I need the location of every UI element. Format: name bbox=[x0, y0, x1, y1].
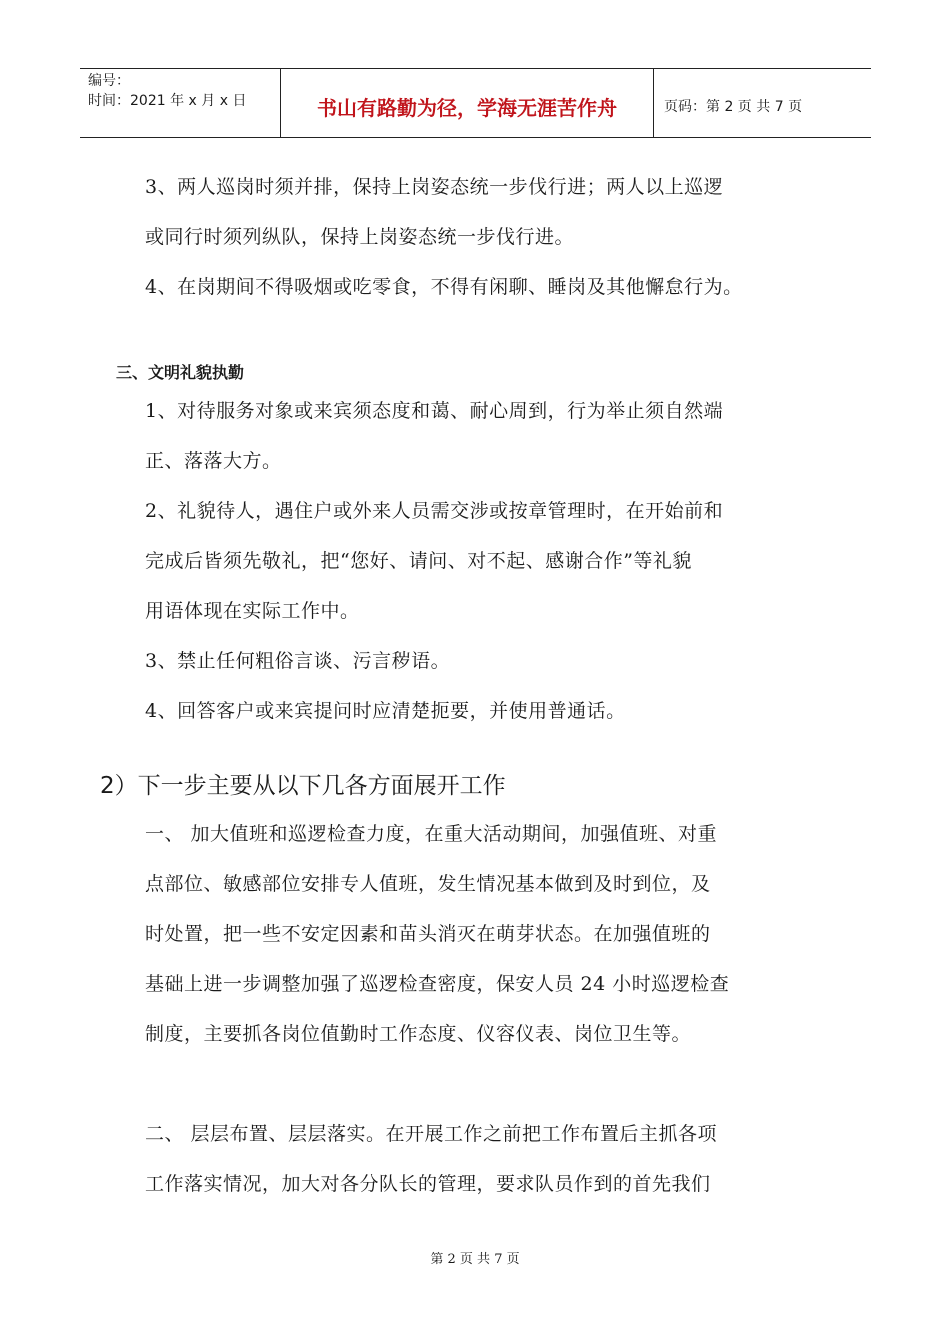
header-table bbox=[80, 68, 871, 138]
paragraph-line: 3、两人巡岗时须并排，保持上岗姿态统一步伐行进；两人以上巡逻 bbox=[145, 176, 724, 198]
paragraph-line: 基础上进一步调整加强了巡逻检查密度，保安人员 24 小时巡逻检查 bbox=[145, 973, 730, 995]
header-meta-cell bbox=[80, 69, 281, 137]
paragraph-line: 用语体现在实际工作中。 bbox=[145, 600, 360, 622]
paragraph-line: 完成后皆须先敬礼，把“您好、请问、对不起、感谢合作”等礼貌 bbox=[145, 550, 692, 572]
section-heading: 三、文明礼貌执勤 bbox=[116, 363, 245, 382]
paragraph-line: 制度，主要抓各岗位值勤时工作态度、仪容仪表、岗位卫生等。 bbox=[145, 1023, 692, 1045]
paragraph-line: 1、对待服务对象或来宾须态度和蔼、耐心周到，行为举止须自然端 bbox=[145, 400, 724, 422]
paragraph-line: 4、在岗期间不得吸烟或吃零食，不得有闲聊、睡岗及其他懈怠行为。 bbox=[145, 276, 743, 298]
header-motto: 书山有路勤为径，学海无涯苦作舟 bbox=[281, 69, 654, 137]
paragraph-line: 或同行时须列纵队，保持上岗姿态统一步伐行进。 bbox=[145, 226, 575, 248]
paragraph-line: 2、礼貌待人，遇住户或外来人员需交涉或按章管理时，在开始前和 bbox=[145, 500, 724, 522]
section-heading: 2）下一步主要从以下几各方面展开工作 bbox=[100, 773, 506, 799]
paragraph-line: 4、回答客户或来宾提问时应清楚扼要，并使用普通话。 bbox=[145, 700, 626, 722]
header-page-info: 页码：第 2 页 共 7 页 bbox=[664, 99, 803, 115]
paragraph-line: 时处置，把一些不安定因素和苗头消灭在萌芽状态。在加强值班的 bbox=[145, 923, 711, 945]
paragraph-line: 二、 层层布置、层层落实。在开展工作之前把工作布置后主抓各项 bbox=[145, 1123, 718, 1145]
time-label: 时间：2021 年 x 月 x 日 bbox=[88, 93, 247, 109]
paragraph-line: 点部位、敏感部位安排专人值班，发生情况基本做到及时到位，及 bbox=[145, 873, 711, 895]
paragraph-line: 工作落实情况，加大对各分队长的管理，要求队员作到的首先我们 bbox=[145, 1173, 711, 1195]
paragraph-line: 正、落落大方。 bbox=[145, 450, 282, 472]
paragraph-line: 一、 加大值班和巡逻检查力度，在重大活动期间，加强值班、对重 bbox=[145, 823, 718, 845]
number-label: 编号： bbox=[88, 73, 130, 89]
page-footer: 第 2 页 共 7 页 bbox=[430, 1252, 520, 1267]
paragraph-line: 3、禁止任何粗俗言谈、污言秽语。 bbox=[145, 650, 451, 672]
